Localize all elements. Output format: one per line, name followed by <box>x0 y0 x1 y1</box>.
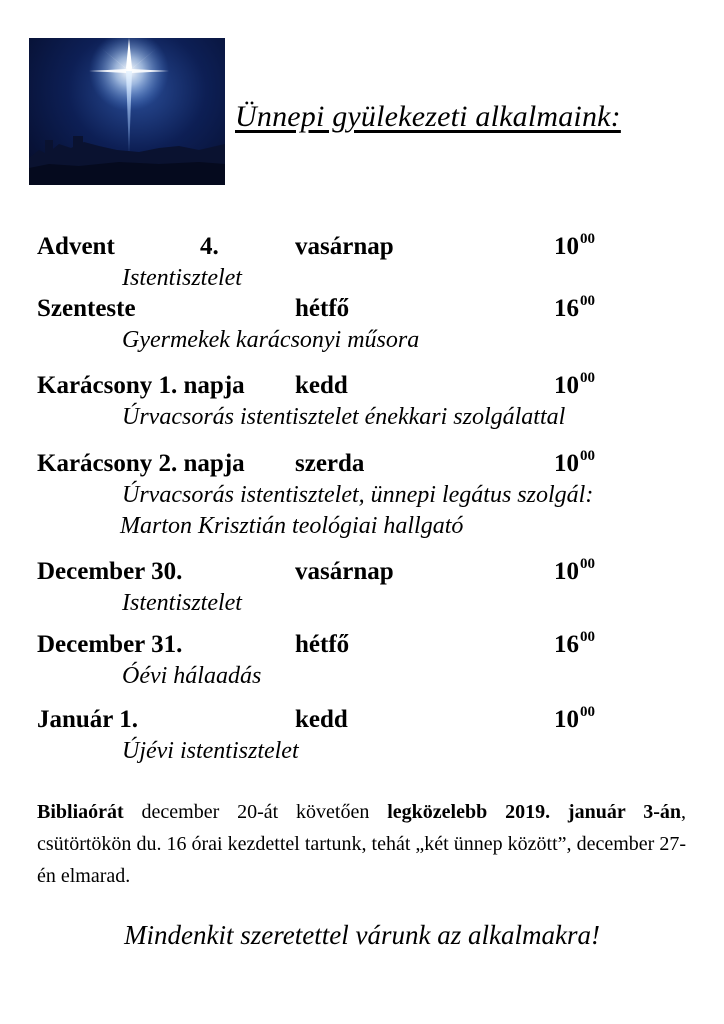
schedule-entry-december-30 <box>37 558 697 619</box>
bible-study-note <box>37 796 686 892</box>
event-day: kedd <box>295 372 348 399</box>
schedule-entry-januar-1 <box>37 706 697 767</box>
event-name: December 31. <box>37 631 183 658</box>
event-day: kedd <box>295 706 348 733</box>
schedule-entry-szenteste <box>37 295 697 356</box>
event-time: $10^{00}$ <box>554 448 595 477</box>
event-description: Istentisztelet <box>122 265 242 291</box>
event-time: $16^{00}$ <box>554 293 595 322</box>
event-description-line2: Marton Krisztián teológiai hallgató <box>120 513 464 539</box>
schedule-entry-advent <box>37 233 697 294</box>
event-description: Gyermekek karácsonyi műsora <box>122 327 420 353</box>
event-time: $10^{00}$ <box>554 704 595 733</box>
event-name: Advent <box>37 233 115 260</box>
event-name: Karácsony 1. napja <box>37 372 245 399</box>
event-name: December 30. <box>37 558 183 585</box>
event-description: Óévi hálaadás <box>122 663 262 689</box>
closing-invitation: Mindenkit szeretettel várunk az alkalmakra! <box>124 920 600 950</box>
event-time: $16^{00}$ <box>554 629 595 658</box>
note-bold-bibliaorat: Bibliaórát <box>37 801 124 823</box>
event-description: Úrvacsorás istentisztelet énekkari szolgálattal <box>122 404 566 430</box>
event-description: Istentisztelet <box>122 590 242 616</box>
schedule-entry-karacsony-2 <box>37 450 697 542</box>
event-time: $10^{00}$ <box>554 370 595 399</box>
event-day: hétfő <box>295 631 350 658</box>
schedule-entry-karacsony-1 <box>37 372 697 433</box>
event-description: Úrvacsorás istentisztelet, ünnepi legátus szolgál: <box>122 482 594 508</box>
event-day: szerda <box>295 450 365 477</box>
star-of-bethlehem-image <box>29 38 225 185</box>
schedule-entry-december-31 <box>37 631 697 692</box>
note-text-2: , csütörtökön du. 16 órai kezdettel tartunk, tehát „két ünnep között”, december 27-én elmarad. <box>37 801 686 887</box>
event-day: vasárnap <box>295 233 394 260</box>
event-day: hétfő <box>295 295 350 322</box>
event-time: $10^{00}$ <box>554 556 595 585</box>
event-name-number: 4. <box>200 233 219 260</box>
page-title: Ünnepi gyülekezeti alkalmaink: <box>235 100 621 133</box>
event-name: Karácsony 2. napja <box>37 450 245 477</box>
note-bold-date: legközelebb 2019. január 3-án <box>387 801 681 823</box>
event-time: $10^{00}$ <box>554 231 595 260</box>
note-text-1: december 20-át követően <box>123 801 388 823</box>
star-illustration <box>29 38 225 185</box>
event-description: Újévi istentisztelet <box>122 738 299 764</box>
event-day: vasárnap <box>295 558 394 585</box>
event-name: Január 1. <box>37 706 138 733</box>
event-name: Szenteste <box>37 295 136 322</box>
